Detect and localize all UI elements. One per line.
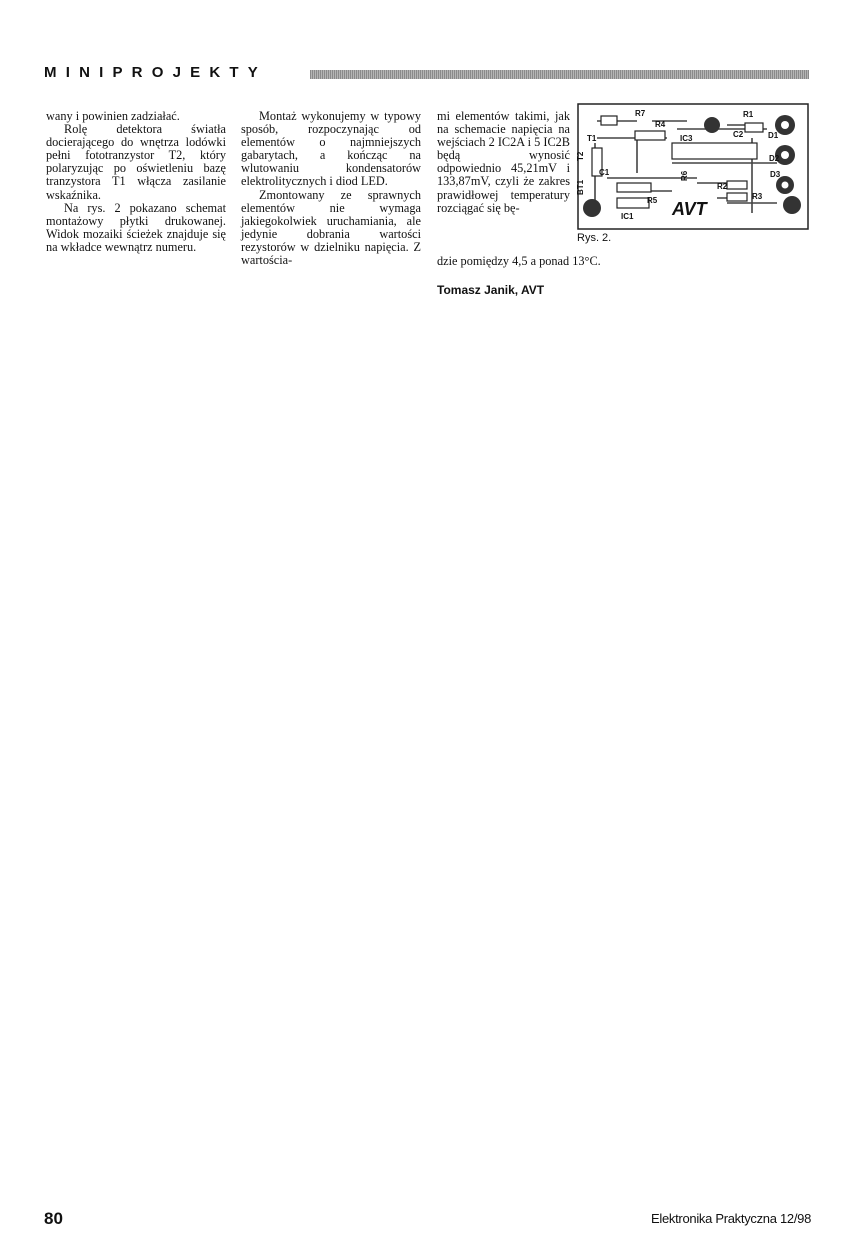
- pcb-layout-figure: [577, 103, 809, 230]
- label-c2: C2: [733, 130, 744, 139]
- label-r5: R5: [647, 196, 658, 205]
- figure-caption: Rys. 2.: [577, 232, 612, 244]
- label-ic3: IC3: [680, 134, 693, 143]
- paragraph-end: dzie pomiędzy 4,5 a ponad 13°C.: [437, 254, 601, 268]
- label-t1: T1: [587, 134, 597, 143]
- paragraph: Na rys. 2 pokazano schemat montażowy płytki drukowanej. Widok mozaiki ścieżek znajduje się na wkładce wewnątrz numeru.: [46, 200, 226, 254]
- text-column-1: [46, 110, 226, 254]
- magazine-name: Elektronika Praktyczna 12/98: [651, 1211, 811, 1226]
- label-t2: T2: [576, 151, 585, 161]
- label-ic1: IC1: [621, 212, 634, 221]
- text-column-3: [437, 110, 570, 215]
- paragraph: Zmontowany ze sprawnych elementów nie wymaga jakiegokolwiek uruchamiania, ale jedynie dobrania wartości rezystorów w dzielniku napięcia. Z wartościa-: [241, 187, 421, 268]
- page-number: 80: [44, 1209, 63, 1228]
- label-d3: D3: [770, 170, 781, 179]
- label-r4: R4: [655, 120, 666, 129]
- author: Tomasz Janik, AVT: [437, 283, 545, 297]
- label-r7: R7: [635, 109, 646, 118]
- section-title: MINIPROJEKTY: [44, 64, 267, 81]
- label-c1: C1: [599, 168, 610, 177]
- label-d1: D1: [768, 131, 779, 140]
- paragraph: Rolę detektora światła docierającego do wnętrza lodówki pełni fototranzystor T2, który polaryzując po oświetleniu bazę tranzystora T1 włącza zasilanie wskaźnika.: [46, 122, 226, 202]
- paragraph: wany i powinien zadziałać.: [46, 109, 180, 123]
- paragraph: mi elementów takimi, jak na schemacie napięcia na wejściach 2 IC2A i 5 IC2B będą wynosić odpowiednio 45,21mV i 133,87mV, czyli że zakres prawidłowej temperatury rozciągać się bę-: [437, 109, 570, 215]
- label-r3: R3: [752, 192, 763, 201]
- label-bt1: BT1: [576, 179, 585, 195]
- label-r2: R2: [717, 182, 728, 191]
- label-d2: D2: [769, 154, 780, 163]
- avt-logo: AVT: [672, 199, 707, 219]
- paragraph: Montaż wykonujemy w typowy sposób, rozpoczynając od elementów o najmniejszych gabarytach, a kończąc na wlutowaniu kondensatorów elektrolitycznych i diod LED.: [241, 109, 421, 189]
- header-rule: [310, 70, 809, 79]
- label-r6: R6: [680, 170, 689, 181]
- label-r1: R1: [743, 110, 754, 119]
- text-column-2: [241, 110, 421, 267]
